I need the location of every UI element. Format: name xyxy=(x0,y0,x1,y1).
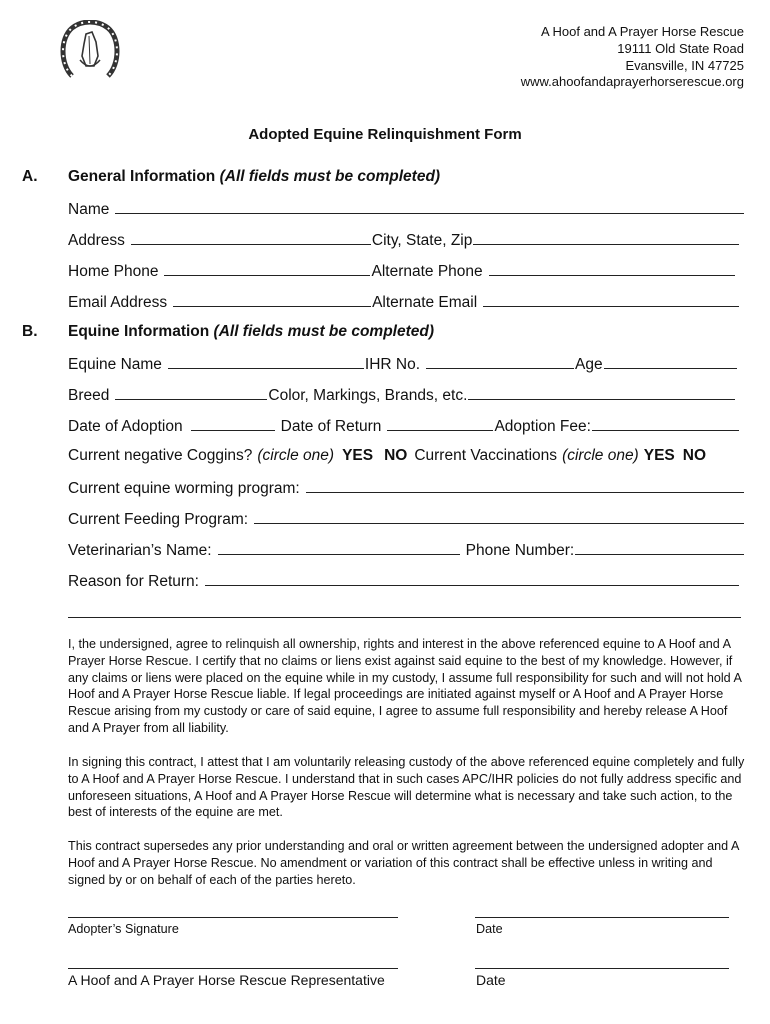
worming-label: Current equine worming program: xyxy=(68,480,300,497)
adopter-signature-line[interactable] xyxy=(68,917,398,918)
reason-label: Reason for Return: xyxy=(68,573,199,590)
adopter-date-line[interactable] xyxy=(475,917,729,918)
section-a-note: (All fields must be completed) xyxy=(219,168,441,185)
veterinarian-row xyxy=(68,540,745,560)
custody-paragraph: In signing this contract, I attest that I am voluntarily releasing custody of the above referenced equine completely and fully to A Hoof and A Prayer Horse Rescue. I understand that in such cases APC/IHR policies do not fully address specific and unforeseen situations, A Hoof and A Prayer Horse Rescue will determine what is necessary and take such action, to the best of interests of the equine are met. xyxy=(68,755,745,820)
section-b-heading: Equine Information xyxy=(68,323,210,340)
city-state-zip-label: City, State, Zip xyxy=(371,232,473,249)
vaccinations-no[interactable]: NO xyxy=(682,447,706,464)
reason-field[interactable] xyxy=(205,571,739,586)
color-markings-field[interactable] xyxy=(468,385,735,400)
feeding-label: Current Feeding Program: xyxy=(68,511,249,528)
section-b-note: (All fields must be completed) xyxy=(213,323,435,340)
representative-signature-label: A Hoof and A Prayer Horse Rescue Representative xyxy=(68,972,385,988)
name-row xyxy=(68,199,745,219)
ihr-field[interactable] xyxy=(426,354,574,369)
email-field[interactable] xyxy=(173,292,371,307)
equine-name-field[interactable] xyxy=(168,354,364,369)
name-field[interactable] xyxy=(115,199,744,214)
section-b-letter: B. xyxy=(22,323,38,340)
org-name: A Hoof and A Prayer Horse Rescue xyxy=(540,24,744,39)
email-row xyxy=(68,292,745,312)
worming-row xyxy=(68,478,745,498)
reason-field-line-2[interactable] xyxy=(68,617,741,618)
horseshoe-praying-hands-icon xyxy=(58,20,122,80)
alternate-email-label: Alternate Email xyxy=(372,294,478,311)
adopter-signature-label: Adopter’s Signature xyxy=(68,922,179,936)
section-a-letter: A. xyxy=(22,168,38,185)
coggins-label: Current negative Coggins? xyxy=(68,447,253,464)
vaccinations-yes[interactable]: YES xyxy=(643,447,675,464)
vet-phone-label: Phone Number: xyxy=(465,542,575,559)
feeding-field[interactable] xyxy=(254,509,744,524)
age-field[interactable] xyxy=(604,354,737,369)
home-phone-field[interactable] xyxy=(164,261,370,276)
return-date-label: Date of Return xyxy=(280,418,382,435)
return-date-field[interactable] xyxy=(387,416,493,431)
alternate-phone-field[interactable] xyxy=(489,261,735,276)
vaccinations-circle-note: (circle one) xyxy=(562,447,639,464)
coggins-no[interactable]: NO xyxy=(384,447,408,464)
alternate-email-field[interactable] xyxy=(483,292,739,307)
section-a-heading: General Information xyxy=(68,168,216,185)
vet-name-label: Veterinarian’s Name: xyxy=(68,542,212,559)
reason-row xyxy=(68,571,745,591)
city-state-zip-field[interactable] xyxy=(473,230,739,245)
phone-row xyxy=(68,261,745,281)
coggins-yes[interactable]: YES xyxy=(342,447,374,464)
name-label: Name xyxy=(68,201,110,218)
supersedes-paragraph: This contract supersedes any prior understanding and oral or written agreement between the undersigned adopter and A Hoof and A Prayer Horse Rescue. No amendment or variation of this contract shall be effective unless in writing and signed by or on behalf of each of the parties hereto. xyxy=(68,839,739,887)
org-website[interactable]: www.ahoofandaprayerhorserescue.org xyxy=(520,74,744,90)
coggins-row xyxy=(68,447,745,467)
adoption-fee-label: Adoption Fee: xyxy=(494,418,591,435)
representative-signature-line[interactable] xyxy=(68,968,398,969)
adopter-date-label: Date xyxy=(476,922,503,936)
alternate-phone-label: Alternate Phone xyxy=(371,263,483,280)
form-title: Adopted Equine Relinquishment Form xyxy=(248,126,522,143)
vet-phone-field[interactable] xyxy=(575,540,744,555)
organization-info xyxy=(521,24,744,91)
breed-label: Breed xyxy=(68,387,110,404)
adoption-fee-field[interactable] xyxy=(592,416,739,431)
org-street: 19111 Old State Road xyxy=(617,40,744,56)
representative-date-line[interactable] xyxy=(475,968,729,969)
vet-name-field[interactable] xyxy=(218,540,460,555)
address-field[interactable] xyxy=(131,230,371,245)
adoption-date-field[interactable] xyxy=(191,416,275,431)
age-label: Age xyxy=(575,356,603,373)
feeding-row xyxy=(68,509,745,529)
coggins-circle-note: (circle one) xyxy=(257,447,335,464)
relinquish-paragraph: I, the undersigned, agree to relinquish all ownership, rights and interest in the above referenced equine to A Hoof and A Prayer Horse Rescue. I certify that no claims or liens exist against said equine to the best of my knowledge. However, if any claims or liens were placed on the equine while in my custody, I assume full responsibility for such and will not hold A Hoof and A Prayer Horse Rescue liable. If legal proceedings are initiated against myself or A Hoof and A Prayer Horse Rescue arising from my custody or care of said equine, I agree to assume full responsibility and hereby release A Hoof and A Prayer from all liability. xyxy=(68,637,742,735)
adoption-date-label: Date of Adoption xyxy=(68,418,183,435)
vaccinations-label: Current Vaccinations xyxy=(414,447,558,464)
email-label: Email Address xyxy=(68,294,168,311)
breed-row xyxy=(68,385,745,405)
equine-name-label: Equine Name xyxy=(68,356,162,373)
worming-field[interactable] xyxy=(306,478,744,493)
org-city: Evansville, IN 47725 xyxy=(625,57,744,73)
section-b-title xyxy=(68,323,434,341)
section-a-title xyxy=(68,168,440,186)
ihr-label: IHR No. xyxy=(364,356,421,373)
address-label: Address xyxy=(68,232,125,249)
address-row xyxy=(68,230,745,250)
representative-date-label: Date xyxy=(476,972,506,988)
breed-field[interactable] xyxy=(115,385,267,400)
color-markings-label: Color, Markings, Brands, etc. xyxy=(268,387,468,404)
dates-row xyxy=(68,416,745,436)
home-phone-label: Home Phone xyxy=(68,263,159,280)
equine-name-row xyxy=(68,354,745,374)
